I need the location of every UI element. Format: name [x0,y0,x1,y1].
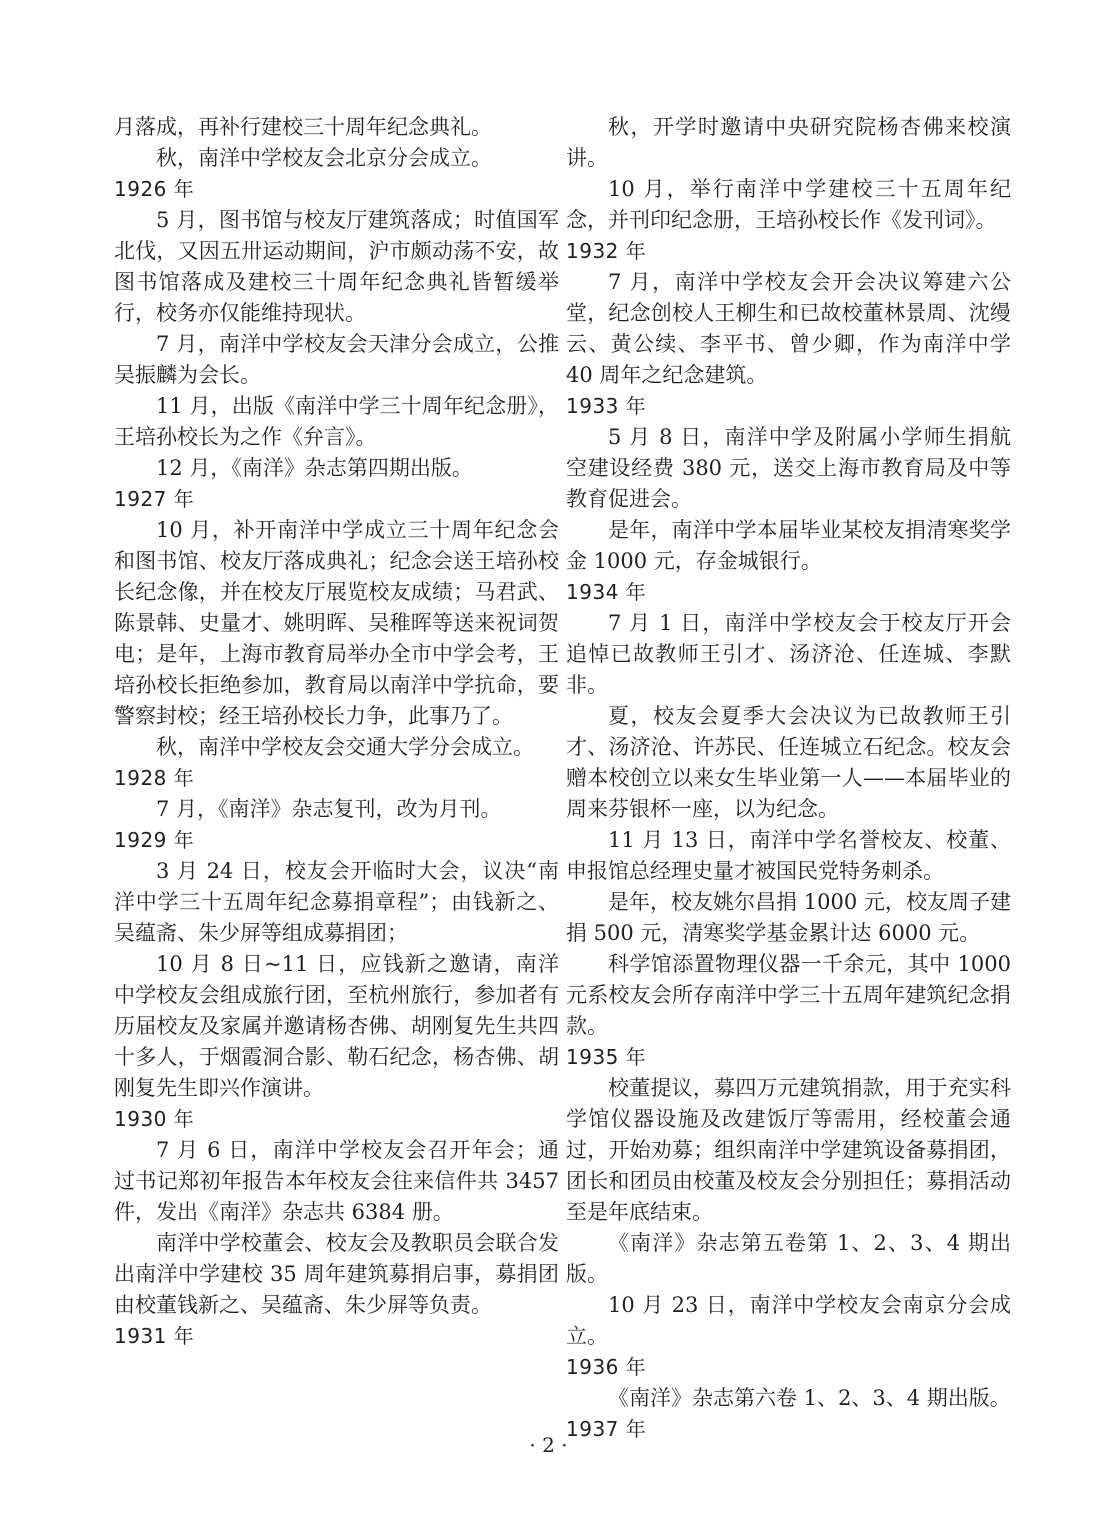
right-column [566,112,1011,1445]
paragraph: 科学馆添置物理仪器一千余元，其中 1000 元系校友会所存南洋中学三十五周年建筑纪念捐款。 [566,952,1011,1038]
paragraph: 7 月，南洋中学校友会开会决议筹建六公堂，纪念创校人王柳生和已故校董林景周、沈缦云、黄公续、李平书、曾少卿，作为南洋中学 40 周年之纪念建筑。 [566,270,1011,387]
paragraph: 秋，南洋中学校友会交通大学分会成立。 [156,735,534,759]
paragraph: 5 月 8 日，南洋中学及附属小学师生捐航空建设经费 380 元，送交上海市教育局及中等教育促进会。 [566,425,1011,511]
year-heading: 1929 年 [114,828,195,852]
paragraph: 12 月，《南洋》杂志第四期出版。 [156,456,473,480]
year-heading: 1931 年 [114,1324,195,1348]
left-column [114,112,559,1352]
year-heading: 1928 年 [114,766,195,790]
paragraph: 7 月，南洋中学校友会天津分会成立，公推吴振麟为会长。 [114,332,559,387]
paragraph: 10 月，补开南洋中学成立三十周年纪念会和图书馆、校友厅落成典礼；纪念会送王培孙校长纪念像，并在校友厅展览校友成绩；马君武、陈景韩、史量才、姚明晖、吴稚晖等送来祝词贺电；是年，上海市教育局举办全市中学会考，王培孙校长拒绝参加，教育局以南洋中学抗命，要警察封校；经王培孙校长力争，此事乃了。 [114,518,559,728]
paragraph: 7 月 6 日，南洋中学校友会召开年会；通过书记郑初年报告本年校友会往来信件共 3457 件，发出《南洋》杂志共 6384 册。 [114,1138,559,1224]
paragraph: 10 月 23 日，南洋中学校友会南京分会成立。 [566,1293,1011,1348]
year-heading: 1927 年 [114,487,195,511]
paragraph: 10 月，举行南洋中学建校三十五周年纪念，并刊印纪念册，王培孙校长作《发刊词》。 [566,177,1011,232]
year-heading: 1933 年 [566,394,647,418]
year-heading: 1932 年 [566,239,647,263]
year-heading: 1936 年 [566,1355,647,1379]
year-heading: 1937 年 [566,1417,647,1441]
paragraph: 南洋中学校董会、校友会及教职员会联合发出南洋中学建校 35 周年建筑募捐启事，募捐团由校董钱新之、吴蕴斋、朱少屏等负责。 [114,1231,559,1317]
year-heading: 1930 年 [114,1107,195,1131]
paragraph: 10 月 8 日~11 日，应钱新之邀请，南洋中学校友会组成旅行团，至杭州旅行，参加者有历届校友及家属并邀请杨杏佛、胡刚复先生共四十多人，于烟霞洞合影、勒石纪念，杨杏佛、胡刚复先生即兴作演讲。 [114,952,559,1100]
paragraph: 是年，南洋中学本届毕业某校友捐清寒奖学金 1000 元，存金城银行。 [566,518,1011,573]
paragraph: 月落成，再补行建校三十周年纪念典礼。 [114,115,492,139]
paragraph: 校董提议，募四万元建筑捐款，用于充实科学馆仪器设施及改建饭厅等需用，经校董会通过，开始劝募；组织南洋中学建筑设备募捐团，团长和团员由校董及校友会分别担任；募捐活动至是年底结束。 [566,1076,1011,1224]
paragraph: 5 月，图书馆与校友厅建筑落成；时值国军北伐，又因五卅运动期间，沪市颇动荡不安，故图书馆落成及建校三十周年纪念典礼皆暂缓举行，校务亦仅能维持现状。 [114,208,559,325]
paragraph: 《南洋》杂志第五卷第 1、2、3、4 期出版。 [566,1231,1011,1286]
page-number: · 2 · [529,1433,568,1457]
paragraph: 夏，校友会夏季大会决议为已故教师王引才、汤济沧、许苏民、任连城立石纪念。校友会赠本校创立以来女生毕业第一人——本届毕业的周来芬银杯一座，以为纪念。 [566,704,1011,821]
year-heading: 1935 年 [566,1045,647,1069]
paragraph: 《南洋》杂志第六卷 1、2、3、4 期出版。 [608,1386,1011,1410]
paragraph: 秋，南洋中学校友会北京分会成立。 [156,146,492,170]
paragraph: 11 月 13 日，南洋中学名誉校友、校董、申报馆总经理史量才被国民党特务刺杀。 [566,828,1011,883]
year-heading: 1926 年 [114,177,195,201]
year-heading: 1934 年 [566,580,647,604]
paragraph: 7 月 1 日，南洋中学校友会于校友厅开会追悼已故教师王引才、汤济沧、任连城、李默非。 [566,611,1011,697]
paragraph: 3 月 24 日，校友会开临时大会，议决“南洋中学三十五周年纪念募捐章程”；由钱新之、吴蕴斋、朱少屏等组成募捐团； [114,859,559,945]
paragraph: 11 月，出版《南洋中学三十周年纪念册》，王培孙校长为之作《弁言》。 [114,394,559,449]
paragraph: 是年，校友姚尔昌捐 1000 元，校友周子建捐 500 元，清寒奖学基金累计达 6000 元。 [566,890,1011,945]
paragraph: 7 月，《南洋》杂志复刊，改为月刊。 [156,797,502,821]
paragraph: 秋，开学时邀请中央研究院杨杏佛来校演讲。 [566,115,1011,170]
